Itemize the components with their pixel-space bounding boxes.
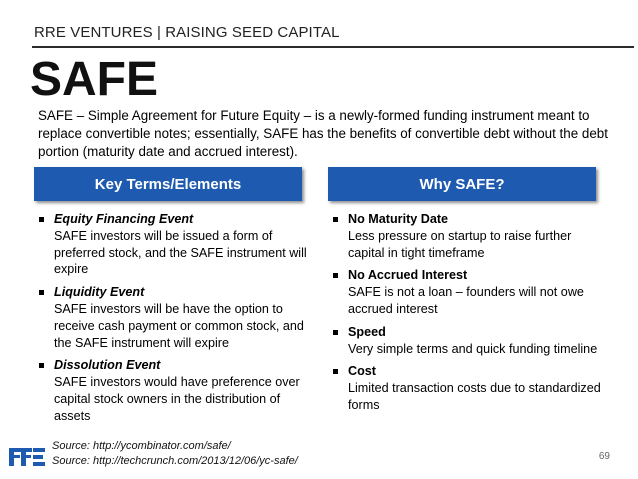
item-title: No Accrued Interest [348, 268, 468, 283]
item-title: No Maturity Date [348, 212, 449, 226]
source-link-ycombinator: Source: http://ycombinator.com/safe/ [52, 440, 231, 452]
key-terms-list [38, 211, 318, 431]
item-title: Cost [348, 364, 376, 379]
item-body: SAFE is not a loan – founders will not owe accrued interest [348, 285, 584, 316]
list-item [332, 324, 602, 358]
item-body: Less pressure on startup to raise further capital in tight timeframe [348, 228, 572, 260]
item-body: SAFE investors would have preference over capital stock owners in the distribution of assets [54, 375, 300, 423]
list-item [332, 363, 602, 413]
list-item [332, 267, 602, 317]
item-body: SAFE investors will be issued a form of preferred stock, and the SAFE instrument will expire [54, 228, 307, 277]
list-item [38, 357, 318, 424]
rre-logo-icon [9, 446, 45, 468]
item-body: Very simple terms and quick funding timeline [348, 341, 598, 356]
why-safe-header: Why SAFE? [328, 167, 596, 201]
bullet-square-icon [39, 363, 44, 368]
bullet-square-icon [333, 217, 338, 222]
item-title: Speed [348, 324, 386, 339]
header-divider [32, 46, 634, 48]
page-title: SAFE [30, 53, 159, 106]
item-body: SAFE investors will be have the option to receive cash payment or common stock, and the SAFE instrument will expire [54, 301, 304, 350]
bullet-square-icon [333, 369, 338, 374]
bullet-square-icon [39, 290, 44, 295]
bullet-square-icon [333, 273, 338, 278]
list-item [332, 211, 602, 261]
item-title: Dissolution Event [54, 358, 161, 373]
intro-paragraph: SAFE – Simple Agreement for Future Equity – is a newly-formed funding instrument meant to replace convertible notes; essentially, SAFE has the benefits of convertible debt without the debt portion (maturity date and accrued interest). [38, 108, 608, 159]
why-safe-list [332, 211, 602, 420]
bullet-square-icon [333, 330, 338, 335]
item-title: Equity Financing Event [54, 212, 194, 226]
key-terms-header: Key Terms/Elements [34, 167, 302, 201]
item-title: Liquidity Event [54, 285, 145, 300]
item-body: Limited transaction costs due to standardized forms [348, 381, 601, 412]
page-number: 69 [598, 451, 610, 462]
bullet-square-icon [39, 217, 44, 222]
header-title: RRE VENTURES | RAISING SEED CAPITAL [34, 24, 340, 41]
list-item [38, 284, 318, 351]
list-item [38, 211, 318, 278]
source-link-techcrunch: Source: http://techcrunch.com/2013/12/06/yc-safe/ [52, 455, 298, 467]
